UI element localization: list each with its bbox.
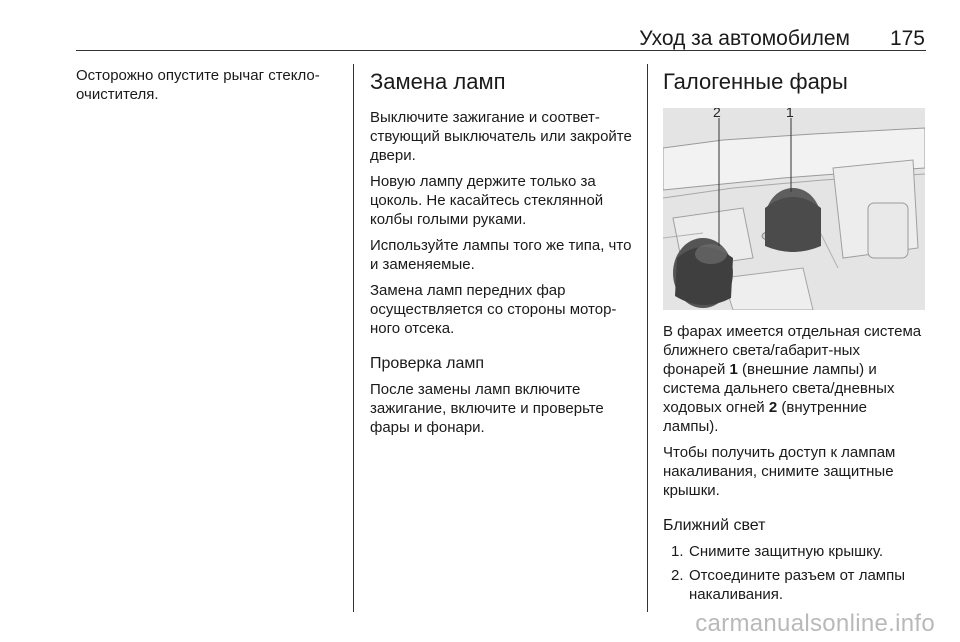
header-divider — [76, 50, 926, 51]
callout-label-1: 1 — [786, 108, 794, 120]
callout-label-2: 2 — [713, 108, 721, 120]
paragraph: Используйте лампы того же типа, что и заменяемые. — [370, 237, 632, 273]
column-right — [663, 66, 925, 609]
paragraph: Замена ламп передних фар осуществляется со стороны мотор-ного отсека. — [370, 282, 617, 337]
paragraph: Выключите зажигание и соответ-ствующий выключатель или закройте двери. — [370, 109, 632, 164]
column-left — [76, 66, 338, 111]
bulb-check-heading: Проверка ламп — [370, 355, 485, 372]
steps-list — [663, 542, 925, 604]
paragraph: После замены ламп включите зажигание, включите и проверьте фары и фонари. — [370, 381, 604, 436]
column-middle — [370, 66, 632, 444]
column-divider-right — [647, 64, 648, 612]
paragraph: Чтобы получить доступ к лампам накаливания, снимите защитные крышки. — [663, 444, 896, 499]
wiper-paragraph: Осторожно опустите рычаг стекло-очистителя. — [76, 67, 320, 103]
page-number: 175 — [889, 27, 925, 50]
list-item: 2. Отсоедините разъем от лампы накаливания. — [671, 567, 906, 603]
halogen-headlights-heading: Галогенные фары — [663, 69, 848, 94]
watermark: carmanualsonline.info — [695, 610, 935, 637]
low-beam-heading: Ближний свет — [663, 517, 766, 534]
paragraph: Новую лампу держите только за цоколь. Не касайтесь стеклянной колбы голыми руками. — [370, 173, 604, 228]
bulb-replacement-heading: Замена ламп — [370, 69, 506, 94]
ref-1: 1 — [729, 361, 738, 378]
list-item: 1. Снимите защитную крышку. — [671, 543, 884, 560]
column-divider-left — [353, 64, 354, 612]
lamp-system-paragraph: В фарах имеется отдельная система ближнего света/габарит-ных фонарей 1 (внешние лампы) и система дальнего света/дневных ходовых огней 2 (внутренние лампы). — [663, 323, 922, 435]
section-title: Уход за автомобилем — [639, 27, 850, 50]
headlight-figure — [663, 108, 925, 310]
headlight-illustration — [663, 108, 925, 310]
ref-2: 2 — [768, 399, 778, 416]
